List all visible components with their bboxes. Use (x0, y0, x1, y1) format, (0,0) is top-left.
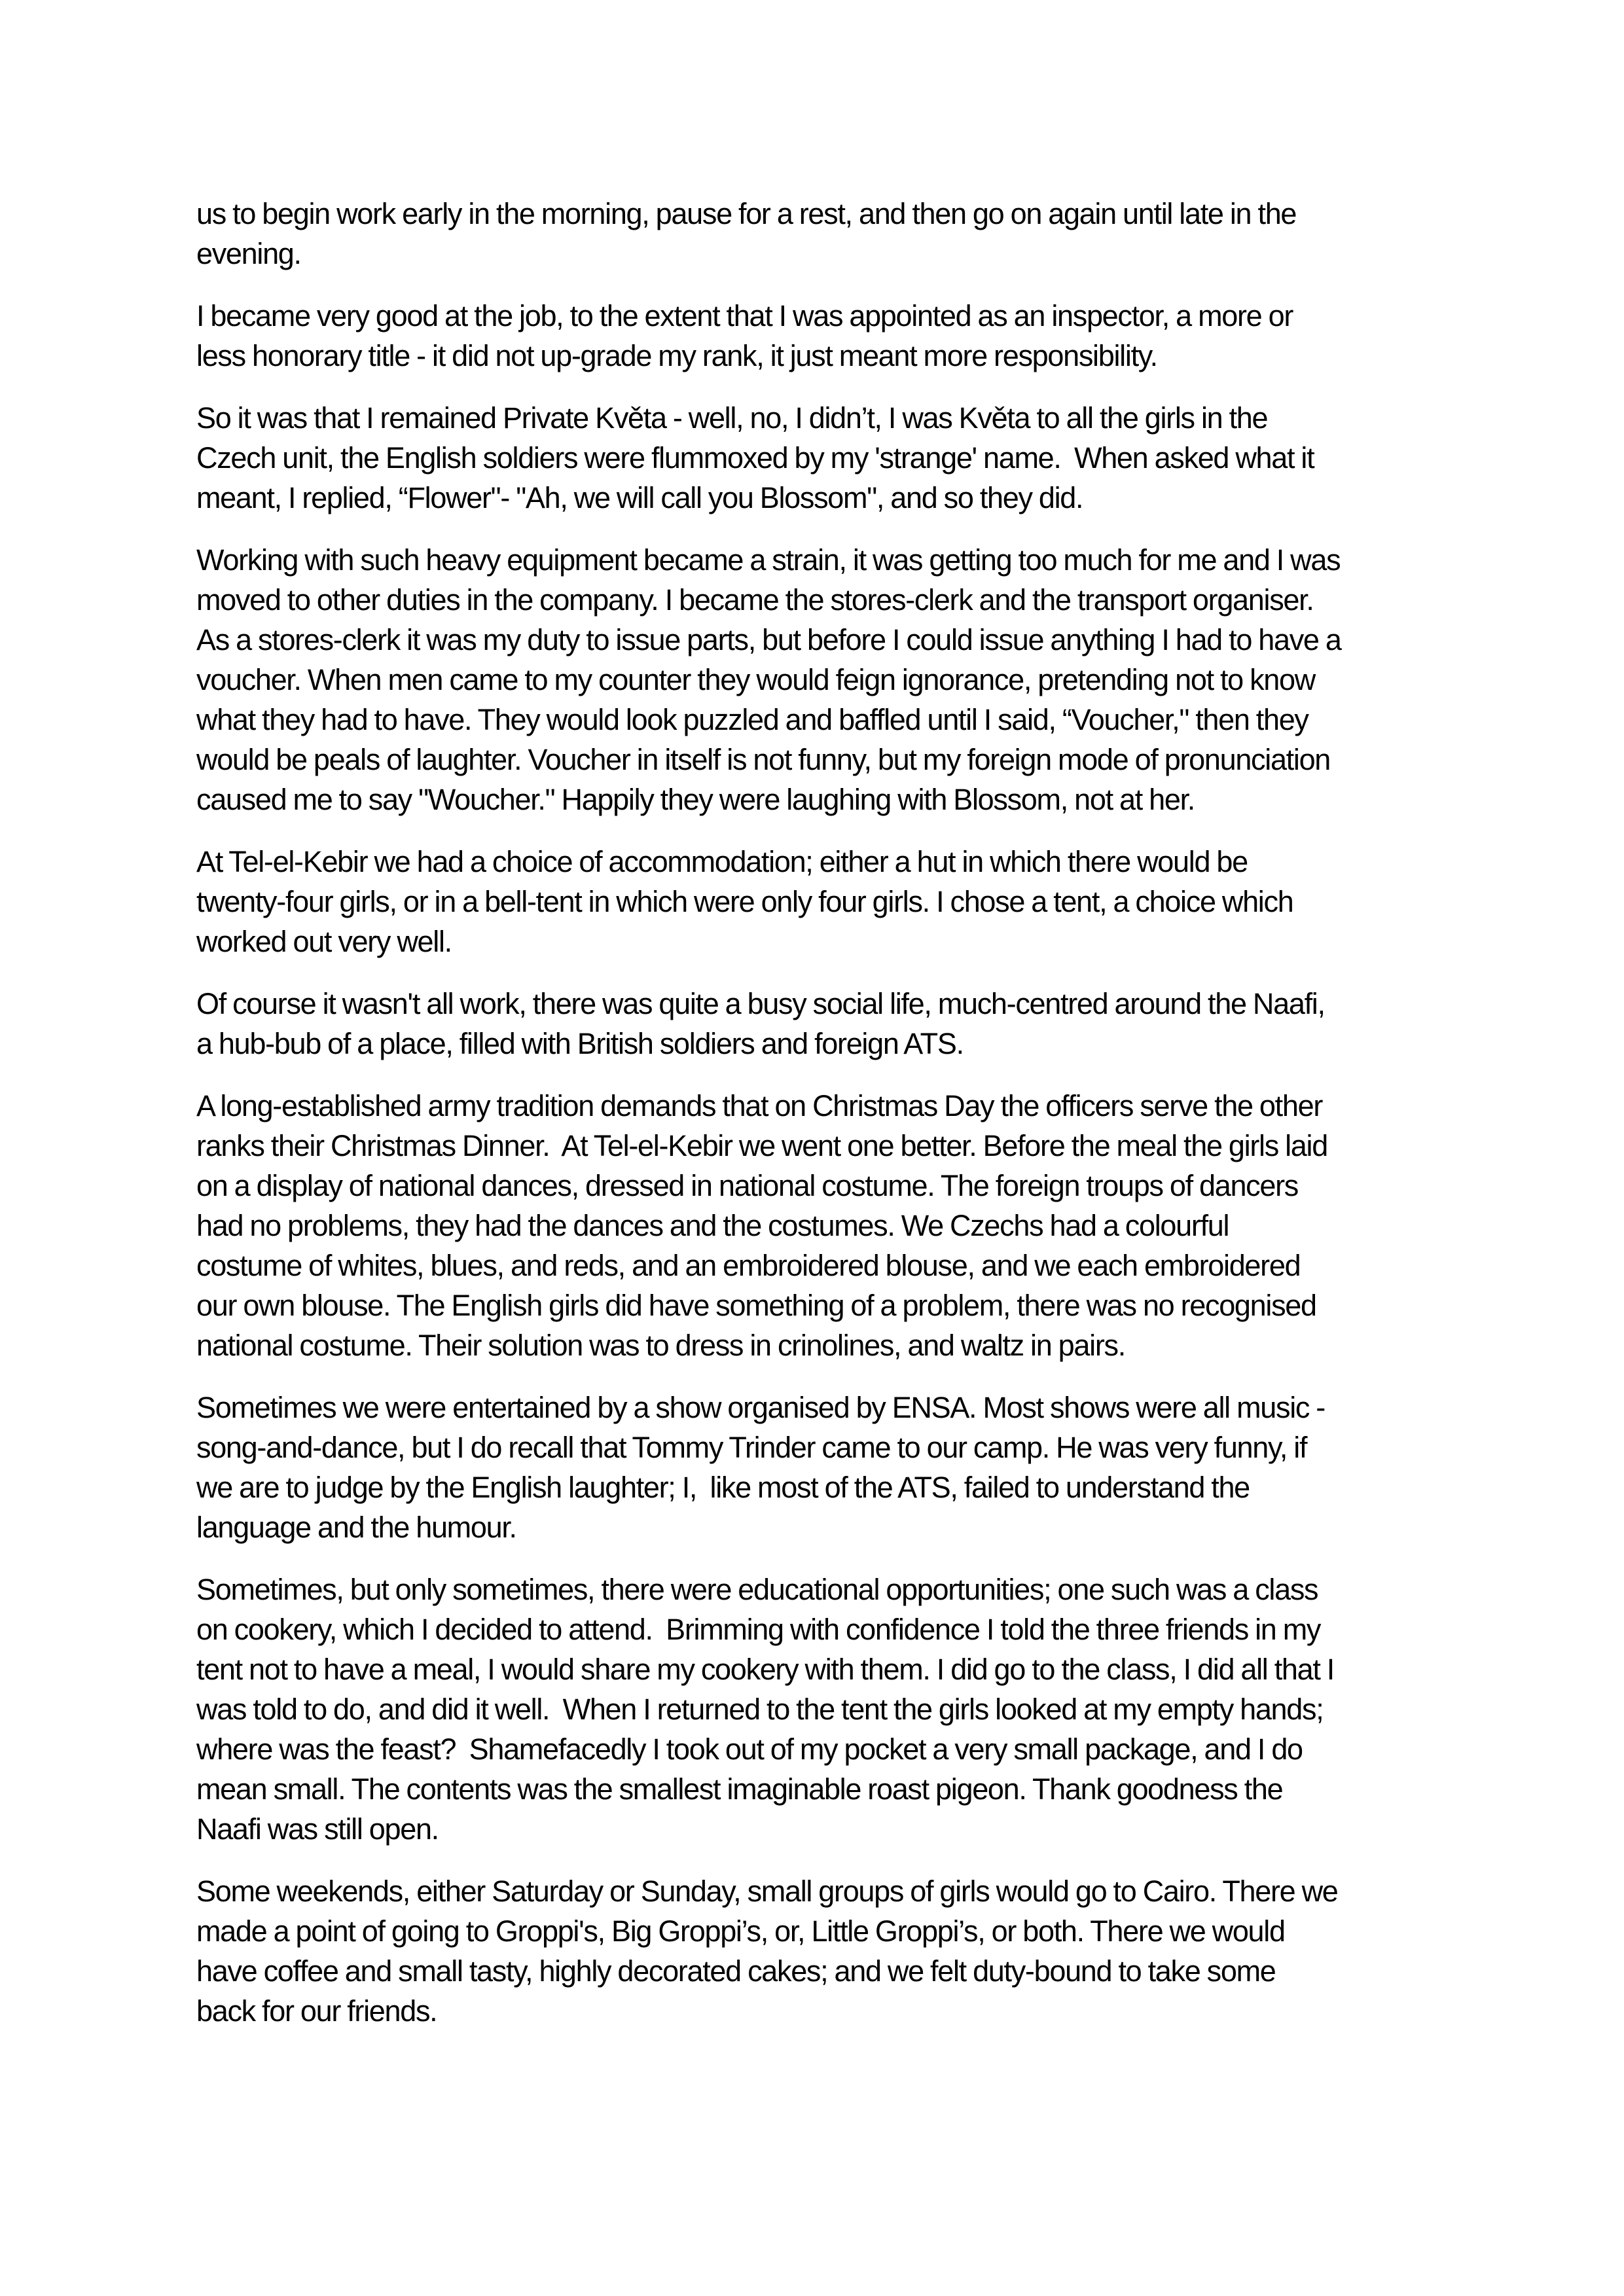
text-line: Some weekends, either Saturday or Sunday, small groups of girls would go to Cairo. There we (196, 1874, 1338, 1908)
text-line: back for our friends. (196, 1994, 437, 2028)
text-line: At Tel-el-Kebir we had a choice of accommodation; either a hut in which there would be (196, 845, 1248, 878)
text-line: caused me to say "Woucher." Happily they were laughing with Blossom, not at her. (196, 783, 1195, 816)
text-line: on cookery, which I decided to attend. Brimming with confidence I told the three friends in my (196, 1613, 1321, 1646)
paragraph-cairo (196, 1871, 1440, 2031)
text-line: evening. (196, 237, 301, 270)
text-line: had no problems, they had the dances and the costumes. We Czechs had a colourful (196, 1209, 1229, 1242)
paragraph-inspector (196, 296, 1440, 376)
text-line: I became very good at the job, to the extent that I was appointed as an inspector, a more or (196, 299, 1293, 332)
text-line: national costume. Their solution was to dress in crinolines, and waltz in pairs. (196, 1329, 1125, 1362)
text-line: Working with such heavy equipment became a strain, it was getting too much for me and I was (196, 543, 1341, 577)
text-line: worked out very well. (196, 925, 452, 958)
text-line: Czech unit, the English soldiers were flummoxed by my 'strange' name. When asked what it (196, 441, 1314, 475)
text-line: costume of whites, blues, and reds, and an embroidered blouse, and we each embroidered (196, 1249, 1301, 1282)
text-line: Sometimes we were entertained by a show organised by ENSA. Most shows were all music - (196, 1391, 1325, 1424)
paragraph-work-hours (196, 194, 1440, 274)
text-line: As a stores-clerk it was my duty to issue parts, but before I could issue anything I had to have a (196, 623, 1341, 656)
text-line: where was the feast? Shamefacedly I took out of my pocket a very small package, and I do (196, 1732, 1303, 1766)
text-line: would be peals of laughter. Voucher in itself is not funny, but my foreign mode of pronunciation (196, 743, 1331, 776)
text-line: we are to judge by the English laughter; I, like most of the ATS, failed to understand the (196, 1471, 1250, 1504)
text-line: So it was that I remained Private Květa - well, no, I didn’t, I was Květa to all the girls in the (196, 401, 1268, 435)
text-line: moved to other duties in the company. I became the stores-clerk and the transport organiser. (196, 583, 1314, 617)
text-line: a hub-bub of a place, filled with British soldiers and foreign ATS. (196, 1027, 964, 1060)
text-line: have coffee and small tasty, highly decorated cakes; and we felt duty-bound to take some (196, 1954, 1276, 1988)
text-line: made a point of going to Groppi's, Big Groppi’s, or, Little Groppi’s, or both. There we would (196, 1914, 1285, 1948)
text-line: Naafi was still open. (196, 1812, 439, 1846)
text-line: less honorary title - it did not up-grade my rank, it just meant more responsibility. (196, 339, 1157, 372)
paragraph-christmas (196, 1086, 1440, 1365)
text-line: twenty-four girls, or in a bell-tent in which were only four girls. I chose a tent, a choice which (196, 885, 1293, 918)
text-line: meant, I replied, “Flower"- "Ah, we will call you Blossom", and so they did. (196, 481, 1083, 514)
paragraph-cookery (196, 1570, 1440, 1849)
text-line: our own blouse. The English girls did have something of a problem, there was no recognised (196, 1289, 1316, 1322)
text-line: what they had to have. They would look puzzled and baffled until I said, “Voucher," then they (196, 703, 1308, 736)
paragraph-blossom (196, 398, 1440, 518)
paragraph-social-life (196, 984, 1440, 1064)
text-line: A long-established army tradition demands that on Christmas Day the officers serve the other (196, 1089, 1323, 1122)
text-line: Sometimes, but only sometimes, there were educational opportunities; one such was a class (196, 1573, 1318, 1606)
text-line: on a display of national dances, dressed in national costume. The foreign troups of dancers (196, 1169, 1298, 1202)
text-line: was told to do, and did it well. When I returned to the tent the girls looked at my empty hands; (196, 1693, 1324, 1726)
text-line: Of course it wasn't all work, there was quite a busy social life, much-centred around the Naafi, (196, 987, 1325, 1020)
paragraph-ensa-show (196, 1388, 1440, 1547)
paragraph-accommodation (196, 842, 1440, 961)
text-line: tent not to have a meal, I would share my cookery with them. I did go to the class, I did all that I (196, 1653, 1334, 1686)
paragraph-stores-clerk (196, 540, 1440, 819)
text-line: us to begin work early in the morning, pause for a rest, and then go on again until late in the (196, 197, 1297, 230)
text-line: mean small. The contents was the smallest imaginable roast pigeon. Thank goodness the (196, 1772, 1283, 1806)
text-line: language and the humour. (196, 1511, 516, 1544)
text-line: song-and-dance, but I do recall that Tommy Trinder came to our camp. He was very funny, if (196, 1431, 1307, 1464)
document-page (196, 194, 1440, 2053)
text-line: voucher. When men came to my counter they would feign ignorance, pretending not to know (196, 663, 1315, 696)
text-line: ranks their Christmas Dinner. At Tel-el-Kebir we went one better. Before the meal the girls laid (196, 1129, 1327, 1162)
